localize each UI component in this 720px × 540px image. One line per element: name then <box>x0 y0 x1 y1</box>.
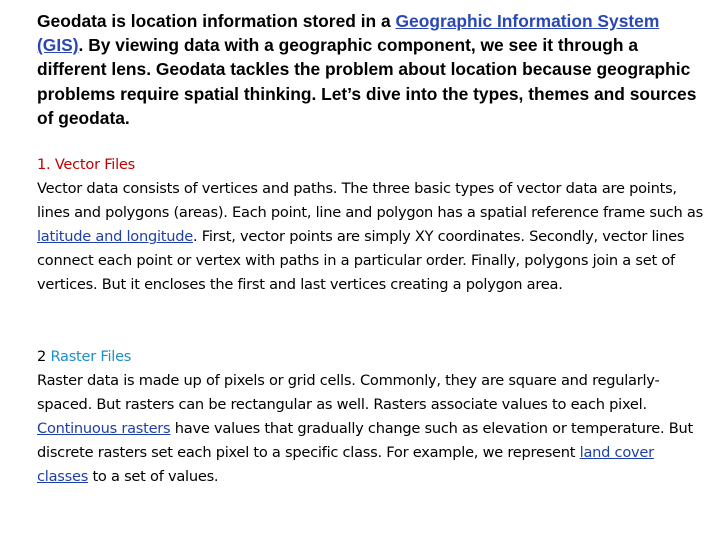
intro-paragraph <box>37 9 707 130</box>
vector-text-start: Vector data consists of vertices and paths. The three basic types of vector data are points, lines and polygons (areas). Each point, line and polygon has a spatial reference frame such as <box>37 180 703 222</box>
vector-files-heading: 1. Vector Files <box>37 156 135 173</box>
continuous-rasters-link[interactable]: Continuous rasters <box>37 420 171 438</box>
raster-text-middle: have values that gradually change such as elevation or temperature. But discrete rasters set each pixel to a specific class. For example, we represent <box>37 420 693 462</box>
intro-text-end: . By viewing data with a geographic component, we see it through a different lens. Geodata tackles the problem about location because geographic problems require spatial thinking. Let’s dive into the types, themes and sources of geodata. <box>37 35 697 128</box>
raster-files-section <box>37 345 707 490</box>
intro-text-start: Geodata is location information stored in a <box>37 11 396 31</box>
land-cover-classes-link[interactable]: land cover classes <box>37 444 654 486</box>
raster-text-end: to a set of values. <box>88 468 219 486</box>
vector-text-end: . First, vector points are simply XY coordinates. Secondly, vector lines connect each point or vertex with paths in a particular order. Finally, polygons join a set of vertices. But it encloses the first and last vertices creating a polygon area. <box>37 228 685 294</box>
raster-heading-label: Raster Files <box>50 348 132 365</box>
latitude-longitude-link[interactable]: latitude and longitude <box>37 228 193 246</box>
raster-files-heading <box>37 345 707 369</box>
gis-link[interactable]: Geographic Information System (GIS) <box>37 11 660 56</box>
raster-heading-number: 2 <box>37 348 51 365</box>
vector-files-section <box>37 153 707 298</box>
raster-text-start: Raster data is made up of pixels or grid cells. Commonly, they are square and regularly-spaced. But rasters can be rectangular as well. Rasters associate values to each pixel. <box>37 372 660 414</box>
